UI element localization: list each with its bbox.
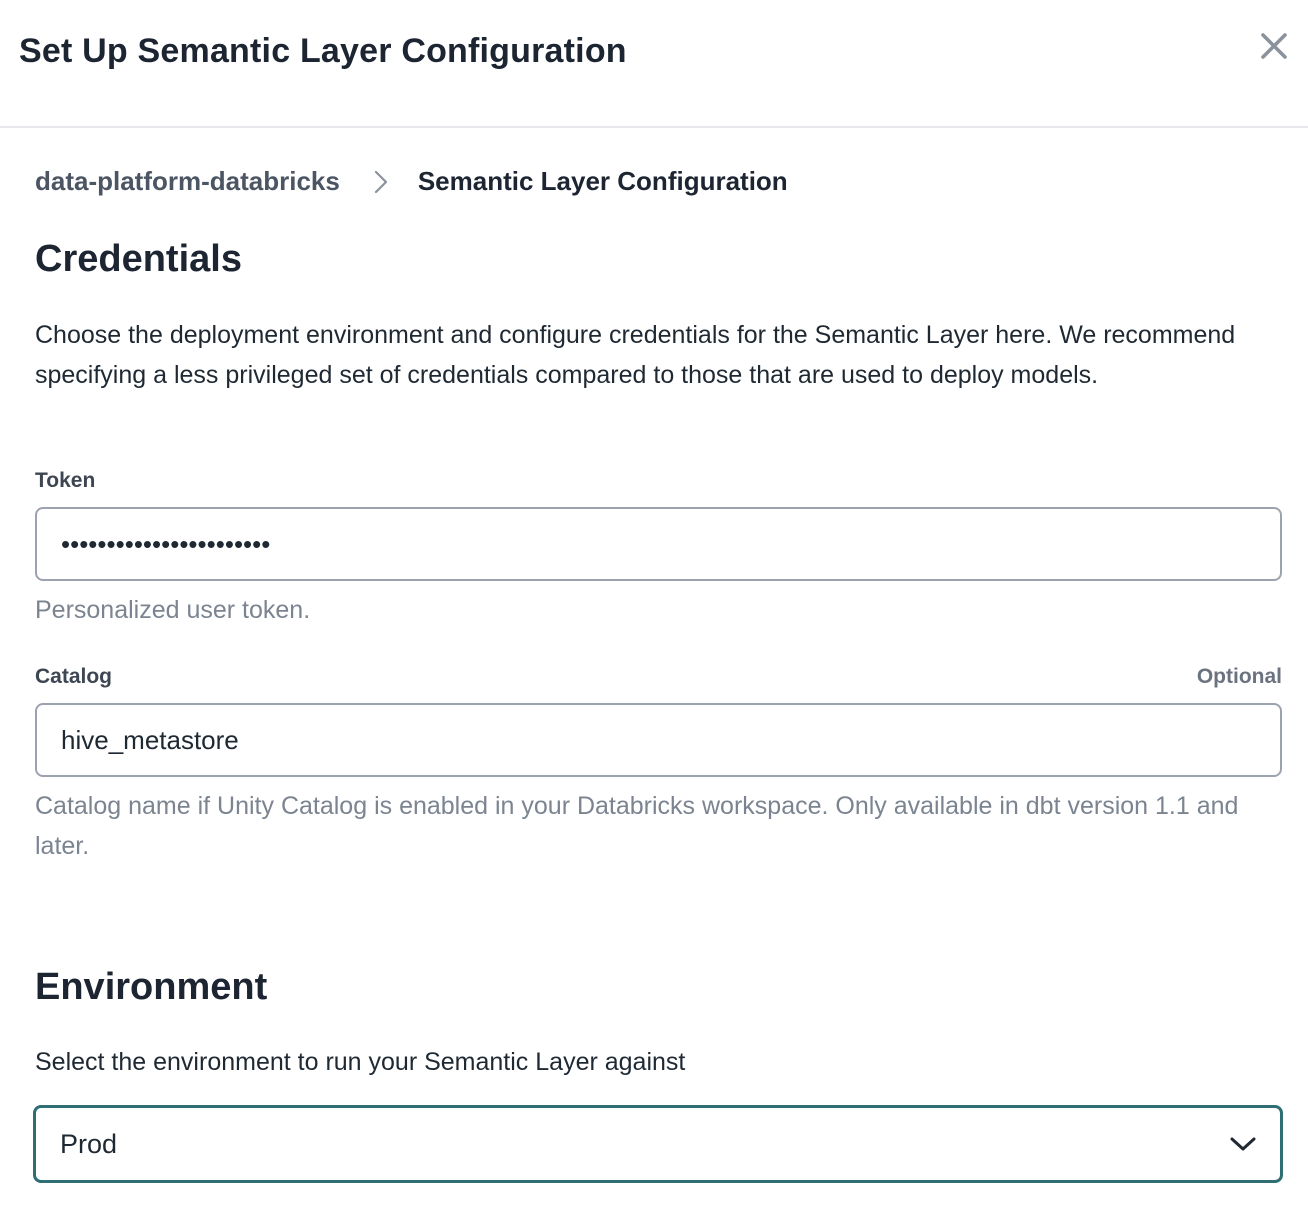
close-button[interactable] [1256,28,1292,64]
chevron-down-icon [1230,1136,1256,1152]
token-help-text: Personalized user token. [35,596,311,624]
environment-heading: Environment [35,966,268,1008]
catalog-label: Catalog [35,665,113,688]
modal-title: Set Up Semantic Layer Configuration [19,32,627,70]
breadcrumb-parent-link[interactable]: data-platform-databricks [35,166,340,196]
breadcrumb [35,166,788,197]
catalog-input[interactable] [35,703,1282,777]
catalog-optional-tag: Optional [1196,665,1282,688]
token-input[interactable] [35,507,1282,581]
modal-header [0,0,1308,128]
credentials-heading: Credentials [35,238,242,280]
chevron-right-icon [374,170,388,194]
close-icon [1256,28,1292,64]
environment-description: Select the environment to run your Semantic Layer against [35,1048,686,1076]
credentials-description: Choose the deployment environment and configure credentials for the Semantic Layer here. We recommend specifying a less privileged set of credentials compared to those that are used to deploy models. [35,321,1236,389]
token-label: Token [35,469,96,492]
catalog-help-text: Catalog name if Unity Catalog is enabled in your Databricks workspace. Only available in dbt version 1.1 and later. [35,792,1239,860]
environment-select[interactable] [33,1105,1283,1183]
environment-select-value: Prod [60,1128,118,1159]
breadcrumb-current: Semantic Layer Configuration [417,166,788,196]
